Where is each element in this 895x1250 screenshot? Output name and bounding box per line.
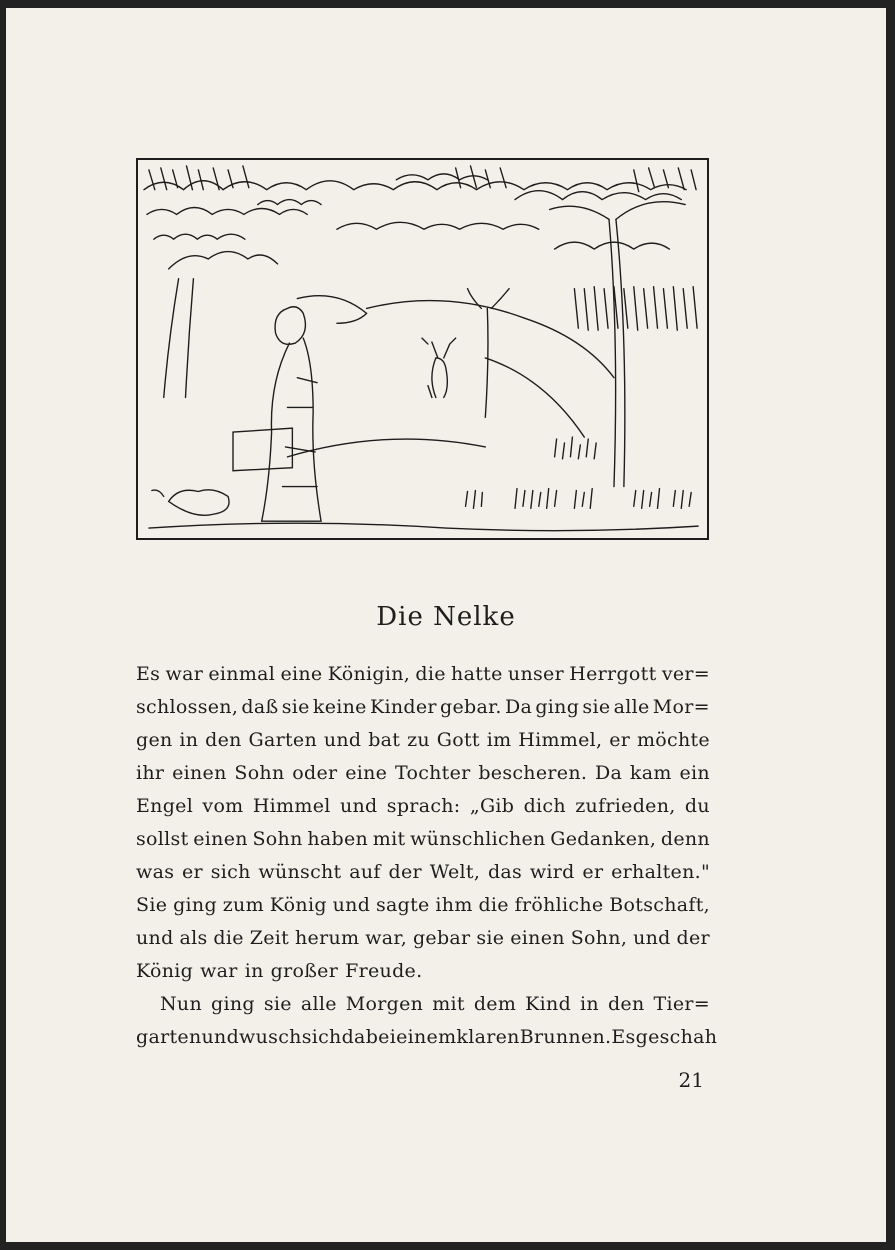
text-line: ihr einen Sohn oder eine Tochter bescheren. Da kam ein bbox=[136, 762, 710, 784]
text-line: garten und wusch sich da bei einem klaren Brunnen. Es geschah bbox=[136, 1026, 718, 1048]
story-title: Die Nelke bbox=[376, 602, 516, 632]
text-line: gen in den Garten und bat zu Gott im Himmel, er möchte bbox=[136, 729, 710, 751]
page-number: 21 bbox=[678, 1068, 704, 1092]
text-line: Engel vom Himmel und sprach: „Gib dich zufrieden, du bbox=[136, 795, 710, 817]
text-line: Nun ging sie alle Morgen mit dem Kind in den Tier= bbox=[160, 993, 710, 1015]
text-line: König war in großer Freude. bbox=[136, 960, 423, 982]
text-line: was er sich wünscht auf der Welt, das wird er erhalten." bbox=[136, 861, 710, 883]
story-text bbox=[136, 658, 718, 1054]
text-line: sollst einen Sohn haben mit wünschlichen Gedanken, denn bbox=[136, 828, 710, 850]
garden-scene-drawing bbox=[138, 160, 707, 538]
text-line: schlossen, daß sie keine Kinder gebar. Da ging sie alle Mor= bbox=[136, 696, 710, 718]
text-line: und als die Zeit herum war, gebar sie einen Sohn, und der bbox=[136, 927, 710, 949]
woodcut-illustration bbox=[136, 158, 709, 540]
text-line: Es war einmal eine Königin, die hatte unser Herrgott ver= bbox=[136, 663, 710, 685]
text-line: Sie ging zum König und sagte ihm die fröhliche Botschaft, bbox=[136, 894, 710, 916]
book-page bbox=[6, 8, 886, 1242]
